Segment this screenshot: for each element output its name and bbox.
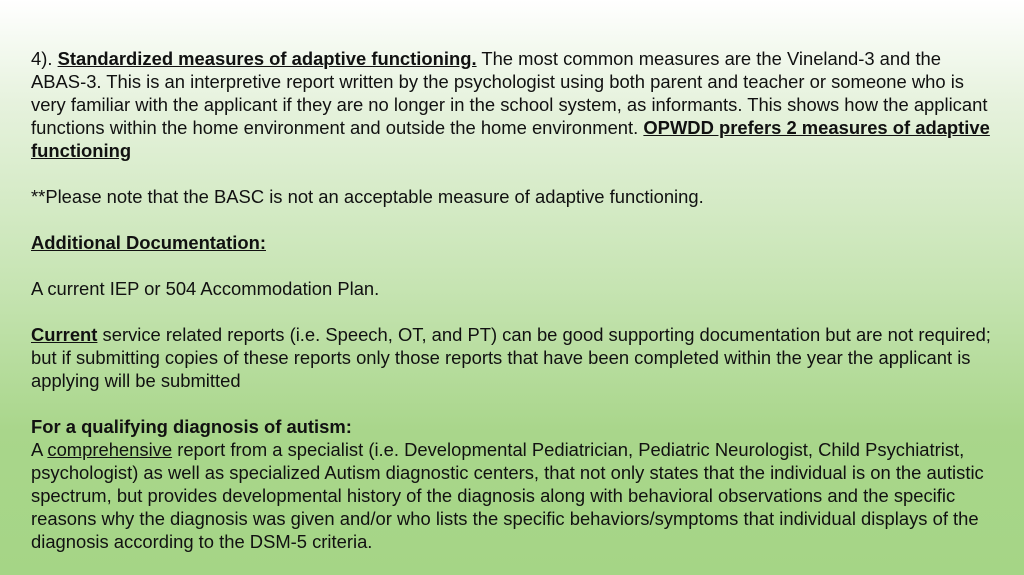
iep-line: A current IEP or 504 Accommodation Plan. xyxy=(31,278,380,299)
slide-content xyxy=(31,47,999,553)
opwdd-preference-note: OPWDD prefers 2 measures of adaptive functioning xyxy=(31,117,990,161)
autism-prefix: A xyxy=(31,439,48,460)
autism-body: report from a specialist (i.e. Developmental Pediatrician, Pediatric Neurologist, Child Psychiatrist, psychologist) as well as specialized Autism diagnostic centers, that not only states that the individual is on the autistic spectrum, but provides developmental history of the diagnosis along with behavioral observations and the specific reasons why the diagnosis was given and/or who lists the specific behaviors/symptoms that individual displays of the diagnosis according to the DSM-5 criteria. xyxy=(31,439,984,552)
adaptive-functioning-paragraph xyxy=(31,47,999,162)
spacer xyxy=(31,254,999,277)
current-label: Current xyxy=(31,324,98,345)
service-reports-body: service related reports (i.e. Speech, OT, and PT) can be good supporting documentation but are not required; but if submitting copies of these reports only those reports that have been completed within the year the applicant is applying will be submitted xyxy=(31,324,991,391)
adaptive-body: The most common measures are the Vineland-3 and the ABAS-3. This is an interpretive report written by the psychologist using both parent and teacher or someone who is very familiar with the applicant if they are no longer in the school system, as informants. This shows how the applicant functions within the home environment and outside the home environment. xyxy=(31,48,988,138)
service-reports-paragraph xyxy=(31,323,999,392)
additional-documentation-heading: Additional Documentation: xyxy=(31,232,266,253)
spacer xyxy=(31,208,999,231)
item-number: 4). xyxy=(31,48,58,69)
autism-heading: For a qualifying diagnosis of autism: xyxy=(31,416,352,437)
basc-note: **Please note that the BASC is not an acceptable measure of adaptive functioning. xyxy=(31,186,704,207)
adaptive-heading: Standardized measures of adaptive functioning. xyxy=(57,48,477,69)
autism-paragraph xyxy=(31,438,999,553)
spacer xyxy=(31,300,999,323)
comprehensive-word: comprehensive xyxy=(47,439,173,460)
spacer xyxy=(31,162,999,185)
spacer xyxy=(31,392,999,415)
